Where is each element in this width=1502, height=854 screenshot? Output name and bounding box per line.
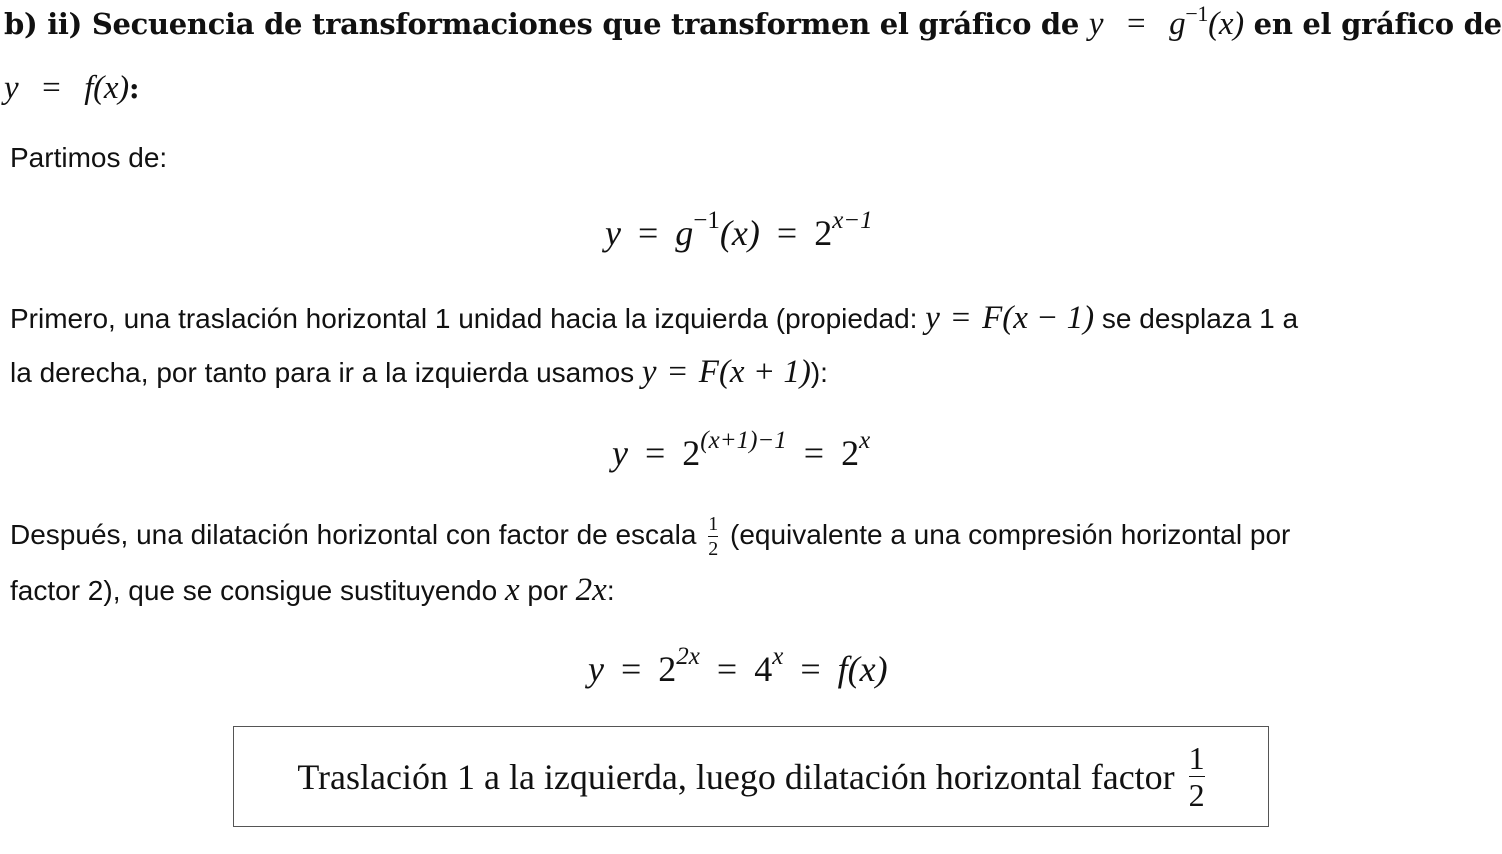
math-g: g <box>675 213 694 253</box>
boxed-answer <box>233 726 1269 827</box>
answer-text: Traslación 1 a la izquierda, luego dilatación horizontal factor <box>297 756 1175 797</box>
paragraph-text: la derecha, por tanto para ir a la izquierda usamos <box>10 357 635 388</box>
paragraph-partimos <box>10 142 167 174</box>
math-equals: = <box>637 213 659 253</box>
math-base: 4 <box>754 649 773 689</box>
paragraph-text: Después, una dilatación horizontal con factor de escala <box>10 518 697 550</box>
math-x: x <box>504 572 520 608</box>
math-superscript: −1 <box>693 207 720 234</box>
equation-1 <box>605 207 873 254</box>
heading-line-2 <box>4 70 139 107</box>
math-equals: = <box>1127 6 1146 42</box>
heading-text: b) ii) Secuencia de transformaciones que transformen el gráfico de <box>4 7 1080 41</box>
math-2x: 2x <box>575 572 607 608</box>
heading-tail: en el gráfico de <box>1253 7 1502 41</box>
math-base: 2 <box>658 649 677 689</box>
math-exponent: x <box>772 643 784 670</box>
math-y: y <box>4 70 19 106</box>
paragraph-tail: ): <box>810 357 828 388</box>
math-equals: = <box>951 300 971 336</box>
fraction-bar <box>708 536 718 537</box>
math-F: F <box>698 354 719 390</box>
math-y: y <box>925 300 940 336</box>
paragraph-text: Primero, una traslación horizontal 1 unidad hacia la izquierda (propiedad: <box>10 303 918 334</box>
heading-colon: : <box>128 71 140 105</box>
math-argument: (x) <box>847 649 888 689</box>
fraction-one-half <box>1189 742 1205 811</box>
math-exponent: 2x <box>676 643 700 670</box>
math-equals: = <box>800 649 821 689</box>
math-exponent: (x+1)−1 <box>700 427 787 454</box>
paragraph-primero-line-2 <box>10 354 828 391</box>
math-argument: (x − 1) <box>1002 300 1095 336</box>
math-g: g <box>1169 6 1186 42</box>
math-exponent: x−1 <box>832 207 873 234</box>
paragraph-primero-line-1 <box>10 300 1298 337</box>
math-y: y <box>612 433 628 473</box>
paragraph-colon: : <box>606 575 615 606</box>
math-argument: (x + 1) <box>718 354 811 390</box>
math-equals: = <box>620 649 642 689</box>
math-base: 2 <box>841 433 860 473</box>
math-y: y <box>605 213 621 253</box>
math-y: y <box>588 649 604 689</box>
math-f: f <box>84 70 94 106</box>
paragraph-tail: (equivalente a una compresión horizontal por <box>730 518 1291 550</box>
math-F: F <box>982 300 1003 336</box>
math-base: 2 <box>814 213 833 253</box>
fraction-denominator: 2 <box>708 538 719 560</box>
fraction-one-half <box>708 514 718 559</box>
fraction-numerator: 1 <box>708 513 719 535</box>
math-f: f <box>837 649 848 689</box>
paragraph-text: Partimos de: <box>10 142 168 173</box>
paragraph-despues-line-2 <box>10 572 615 609</box>
paragraph-text: por <box>527 575 568 606</box>
math-y: y <box>641 354 657 390</box>
heading-line-1 <box>4 1 1502 43</box>
fraction-denominator: 2 <box>1188 777 1205 813</box>
equation-2 <box>612 427 871 474</box>
fraction-numerator: 1 <box>1188 740 1205 776</box>
paragraph-tail: se desplaza 1 a <box>1101 303 1299 334</box>
math-base: 2 <box>682 433 701 473</box>
math-superscript: −1 <box>1185 1 1209 26</box>
math-equals: = <box>644 433 666 473</box>
math-argument: (x) <box>1208 6 1244 42</box>
math-equals: = <box>716 649 738 689</box>
equation-3 <box>588 643 888 690</box>
math-y: y <box>1088 6 1104 42</box>
math-equals: = <box>803 433 825 473</box>
paragraph-text: factor 2), que se consigue sustituyendo <box>10 575 498 606</box>
math-argument: (x) <box>93 70 129 106</box>
math-exponent: x <box>859 427 871 454</box>
math-equals: = <box>668 354 687 390</box>
math-argument: (x) <box>719 213 760 253</box>
math-equals: = <box>776 213 798 253</box>
paragraph-despues-line-1 <box>10 514 1290 559</box>
math-equals: = <box>42 70 61 106</box>
